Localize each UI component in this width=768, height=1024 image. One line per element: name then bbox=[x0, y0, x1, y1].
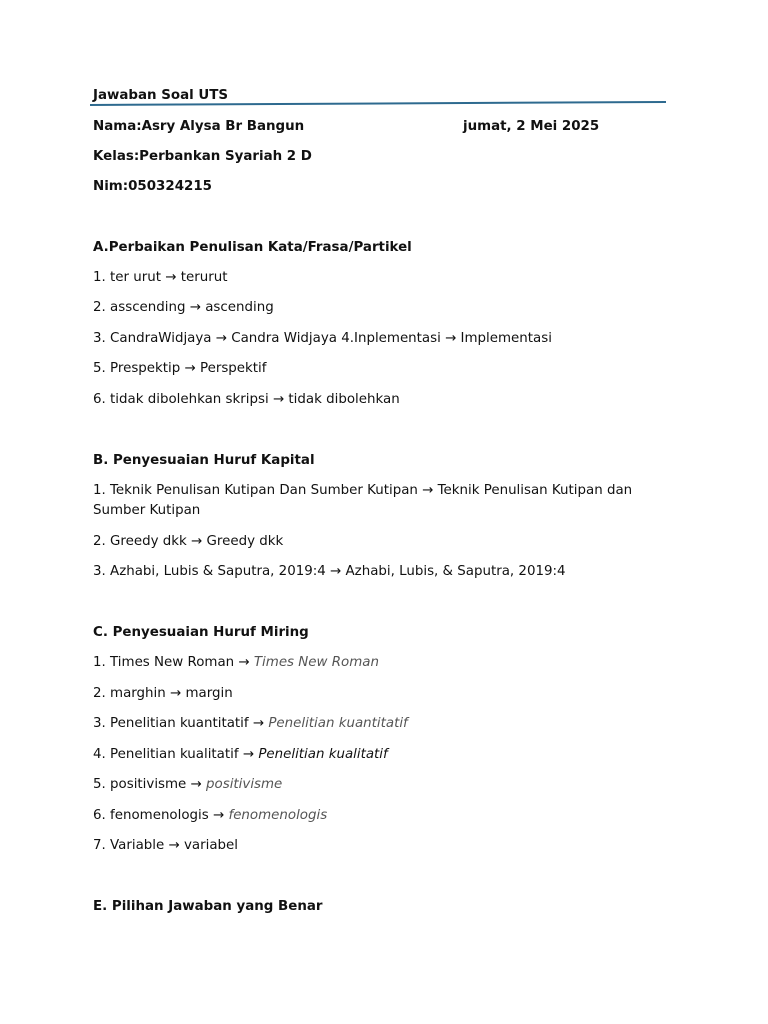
section-c-item bbox=[93, 775, 282, 795]
item-italic-text: Times New Roman bbox=[253, 655, 379, 670]
section-a-item: 2. asscending → ascending bbox=[93, 300, 274, 315]
section-a-heading: A.Perbaikan Penulisan Kata/Frasa/Partikel bbox=[93, 240, 412, 255]
section-b-item: 3. Azhabi, Lubis & Saputra, 2019:4 → Azhabi, Lubis, & Saputra, 2019:4 bbox=[93, 564, 566, 579]
section-a-item: 6. tidak dibolehkan skripsi → tidak dibolehkan bbox=[93, 392, 400, 407]
section-c-item bbox=[93, 836, 238, 856]
section-c-item bbox=[93, 806, 327, 826]
section-c-heading: C. Penyesuaian Huruf Miring bbox=[93, 625, 309, 640]
section-c-item bbox=[93, 714, 408, 734]
item-text: 1. Times New Roman → bbox=[93, 655, 254, 670]
item-text: 4. Penelitian kualitatif → bbox=[93, 747, 259, 762]
item-text: 7. Variable → variabel bbox=[93, 838, 239, 853]
item-italic-text: fenomenologis bbox=[228, 808, 328, 823]
item-italic-text: Penelitian kuantitatif bbox=[268, 716, 408, 731]
document-title: Jawaban Soal UTS bbox=[93, 88, 229, 103]
item-text: 2. marghin → margin bbox=[93, 686, 233, 701]
item-text: 5. positivisme → bbox=[93, 777, 207, 792]
section-b-item: 1. Teknik Penulisan Kutipan Dan Sumber Kutipan → Teknik Penulisan Kutipan dan Sumber Kutipan bbox=[93, 483, 633, 518]
item-italic-text: positivisme bbox=[206, 777, 283, 792]
section-c-item bbox=[93, 684, 233, 704]
section-e-heading: E. Pilihan Jawaban yang Benar bbox=[93, 899, 323, 914]
section-b-heading: B. Penyesuaian Huruf Kapital bbox=[93, 453, 315, 468]
section-a-item: 5. Prespektip → Perspektif bbox=[93, 361, 267, 376]
student-nim: Nim:050324215 bbox=[93, 179, 212, 194]
section-a-item: 3. CandraWidjaya → Candra Widjaya 4.Inplementasi → Implementasi bbox=[93, 331, 552, 346]
section-b-item: 2. Greedy dkk → Greedy dkk bbox=[93, 534, 284, 549]
item-text: 3. Penelitian kuantitatif → bbox=[93, 716, 269, 731]
student-name: Nama:Asry Alysa Br Bangun bbox=[93, 119, 305, 134]
exam-date: jumat, 2 Mei 2025 bbox=[463, 119, 600, 134]
student-class: Kelas:Perbankan Syariah 2 D bbox=[93, 149, 312, 164]
item-italic-text: Penelitian kualitatif bbox=[258, 747, 388, 762]
section-c-item bbox=[93, 745, 388, 765]
section-a-item: 1. ter urut → terurut bbox=[93, 270, 228, 285]
item-text: 6. fenomenologis → bbox=[93, 808, 229, 823]
section-c-item bbox=[93, 653, 379, 673]
